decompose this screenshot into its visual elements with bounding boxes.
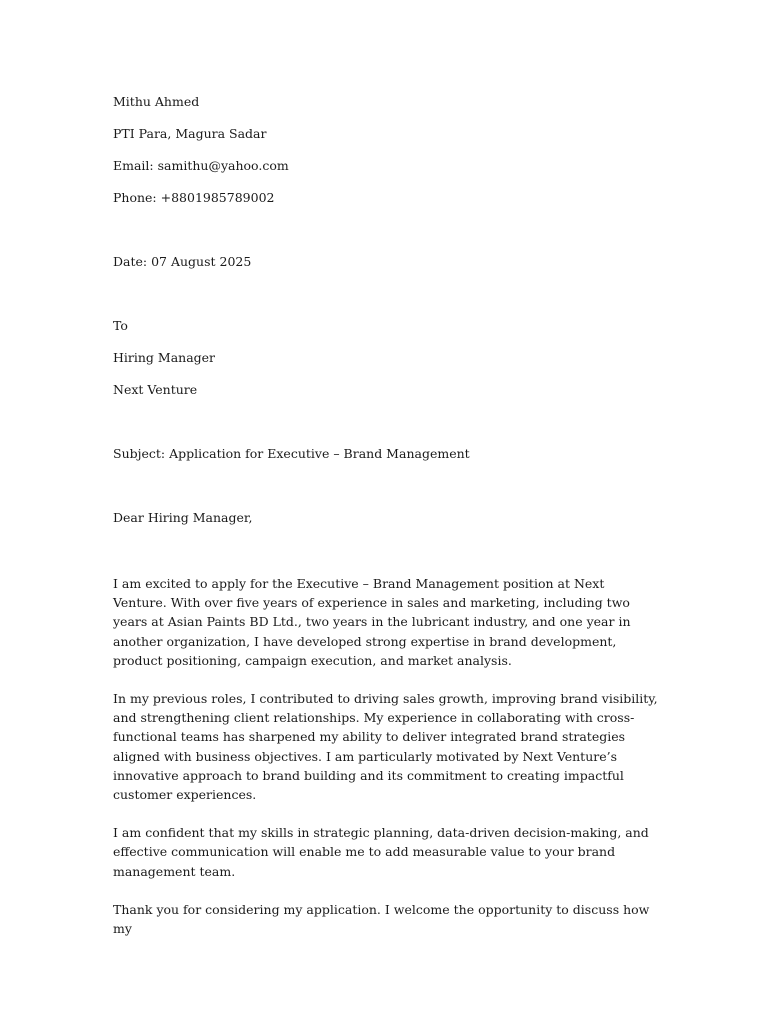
letter-subject: Subject: Application for Executive – Brand Management [113,446,470,461]
sender-phone: Phone: +8801985789002 [113,190,275,205]
sender-name: Mithu Ahmed [113,94,200,109]
letter-date: Date: 07 August 2025 [113,254,252,269]
spacer [113,542,658,574]
body-paragraph-1: I am excited to apply for the Executive – Brand Management position at Next Venture. With over five years of experience in sales and marketing, including two years at Asian Paints BD Ltd., two years in the lubricant industry, and one year in another organization, I have developed strong expertise in brand development, product positioning, campaign execution, and market analysis. [113,576,631,668]
sender-email: Email: samithu@yahoo.com [113,158,289,173]
body-paragraph-4: Thank you for considering my application. I welcome the opportunity to discuss how my [113,901,650,937]
spacer [113,222,658,254]
body-paragraph-2: In my previous roles, I contributed to driving sales growth, improving brand visibility, and strengthening client relationships. My experience in collaborating with cross-functional teams has sharpened my ability to deliver integrated brand strategies aligned with business objectives. I am particularly motivated by Next Venture’s innovative approach to brand building and its commitment to creating impactful customer experiences. [113,691,658,803]
body-paragraph-3: I am confident that my skills in strategic planning, data-driven decision-making, and effective communication will enable me to add measurable value to your brand management team. [113,825,649,879]
spacer [113,478,658,510]
recipient-title: Hiring Manager [113,350,216,365]
recipient-to: To [113,318,128,333]
spacer [113,286,658,318]
salutation: Dear Hiring Manager, [113,510,253,525]
recipient-company: Next Venture [113,382,198,397]
spacer [113,414,658,446]
letter-page [113,94,658,957]
sender-address: PTI Para, Magura Sadar [113,126,267,141]
